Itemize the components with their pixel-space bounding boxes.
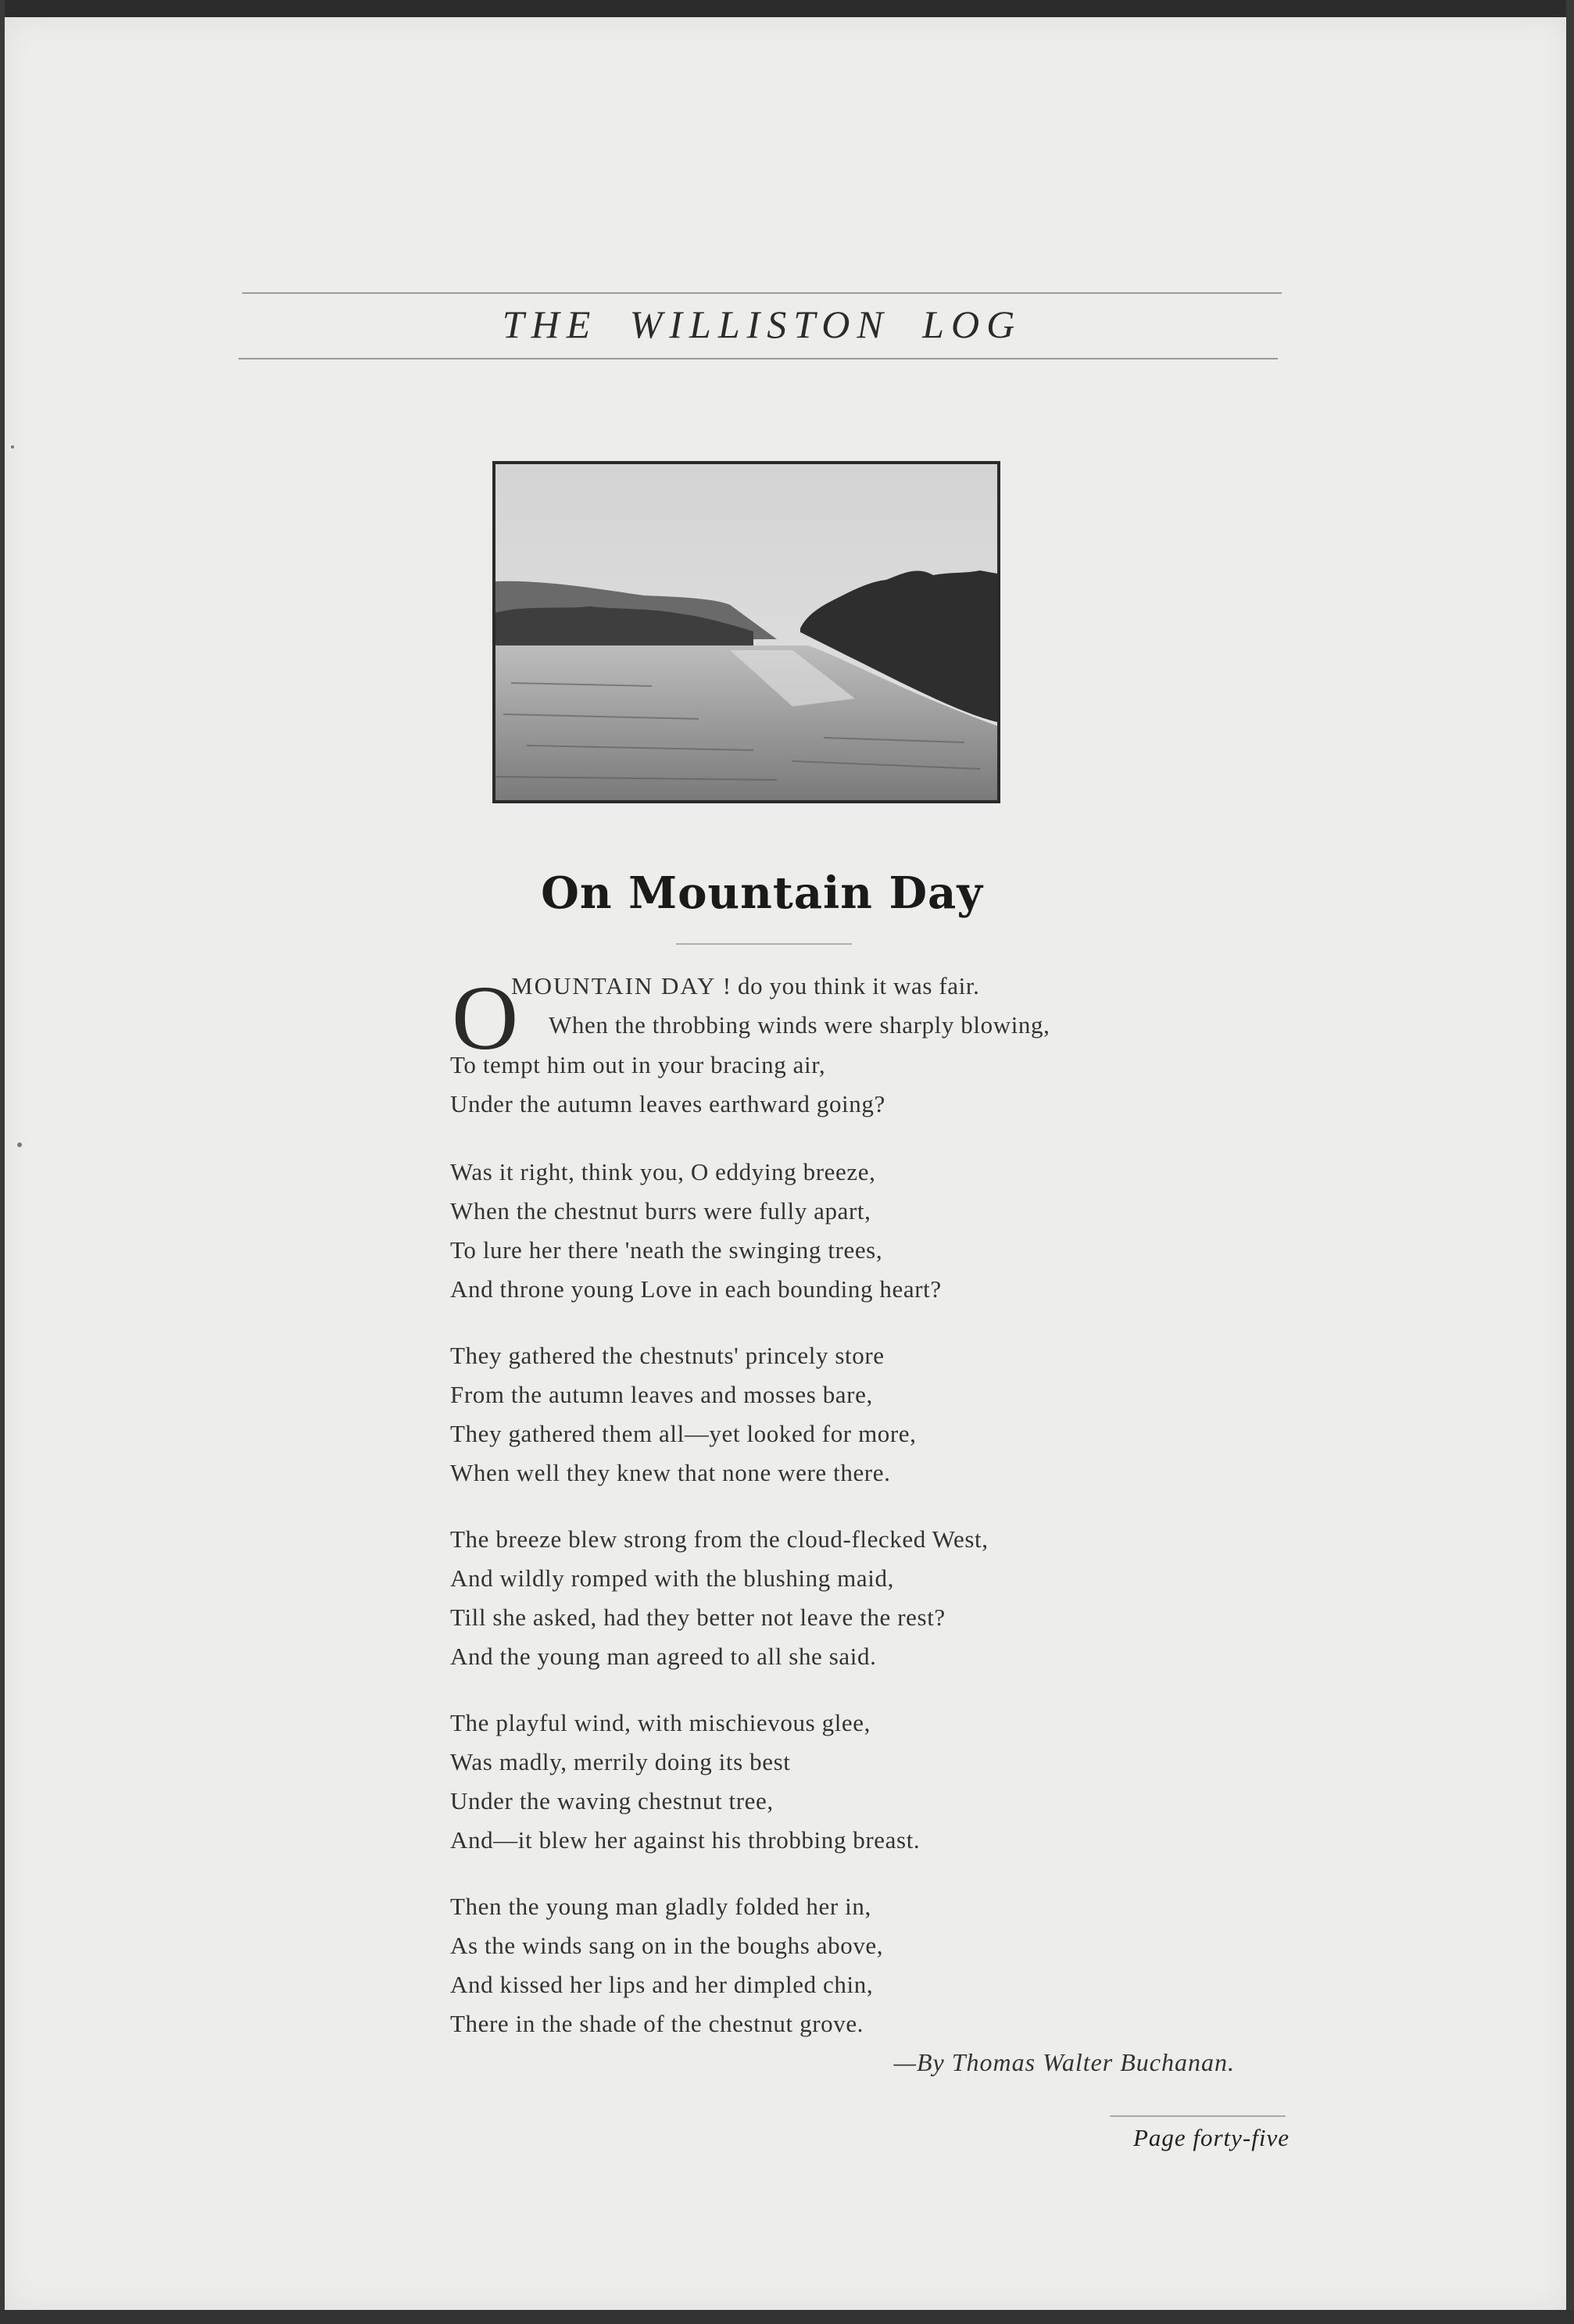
first-line-smallcaps: MOUNTAIN DAY <box>511 972 717 999</box>
poem-line: When well they knew that none were there. <box>450 1459 891 1486</box>
header-rule-top <box>242 292 1282 294</box>
poem-line: They gathered them all—yet looked for more, <box>450 1420 917 1447</box>
poem-line: The breeze blew strong from the cloud-flecked West, <box>450 1525 989 1553</box>
poem-line: To lure her there 'neath the swinging trees, <box>450 1236 883 1264</box>
poem-line: And the young man agreed to all she said. <box>450 1643 877 1670</box>
poem-line: Till she asked, had they better not leave the rest? <box>450 1604 946 1631</box>
poem-line: Under the autumn leaves earthward going? <box>450 1090 885 1117</box>
footer-rule <box>1110 2115 1286 2117</box>
scan-border-top <box>0 0 1574 17</box>
poem-line: There in the shade of the chestnut grove. <box>450 2010 864 2037</box>
poem-title: On Mountain Day <box>541 867 983 919</box>
page-header-title: THE WILLISTON LOG <box>502 302 1022 346</box>
poem-line: Was it right, think you, O eddying breeze, <box>450 1158 876 1185</box>
river-landscape-photo <box>492 461 1000 803</box>
landscape-image <box>495 464 997 800</box>
scan-speck <box>17 1142 22 1147</box>
poem-line: Under the waving chestnut tree, <box>450 1787 774 1815</box>
poem-line-first <box>511 972 979 1000</box>
first-line-rest: ! do you think it was fair. <box>722 972 980 999</box>
scan-speck <box>11 445 14 449</box>
poem-line: When the chestnut burrs were fully apart, <box>450 1197 871 1225</box>
poem-line: They gathered the chestnuts' princely store <box>450 1342 885 1369</box>
author-signature: —By Thomas Walter Buchanan. <box>893 2048 1235 2076</box>
poem-line: And wildly romped with the blushing maid, <box>450 1564 894 1592</box>
scan-border-bottom <box>0 2310 1574 2324</box>
page-number: Page forty-five <box>1132 2124 1290 2151</box>
drop-cap: O <box>452 967 519 1069</box>
header-rule-bottom <box>238 358 1278 359</box>
poem-line: And throne young Love in each bounding heart? <box>450 1275 942 1303</box>
poem-line: Then the young man gladly folded her in, <box>450 1893 871 1920</box>
scan-border-right <box>1566 0 1574 2324</box>
poem-line: Was madly, merrily doing its best <box>450 1748 791 1775</box>
poem-line: To tempt him out in your bracing air, <box>450 1051 826 1078</box>
title-underline <box>676 943 852 945</box>
poem-line: From the autumn leaves and mosses bare, <box>450 1381 873 1408</box>
poem-line: The playful wind, with mischievous glee, <box>450 1709 871 1736</box>
poem-line: As the winds sang on in the boughs above, <box>450 1932 884 1959</box>
poem-line: When the throbbing winds were sharply blowing, <box>549 1011 1050 1039</box>
poem-line: And kissed her lips and her dimpled chin, <box>450 1971 874 1998</box>
poem-line: And—it blew her against his throbbing breast. <box>450 1826 921 1854</box>
